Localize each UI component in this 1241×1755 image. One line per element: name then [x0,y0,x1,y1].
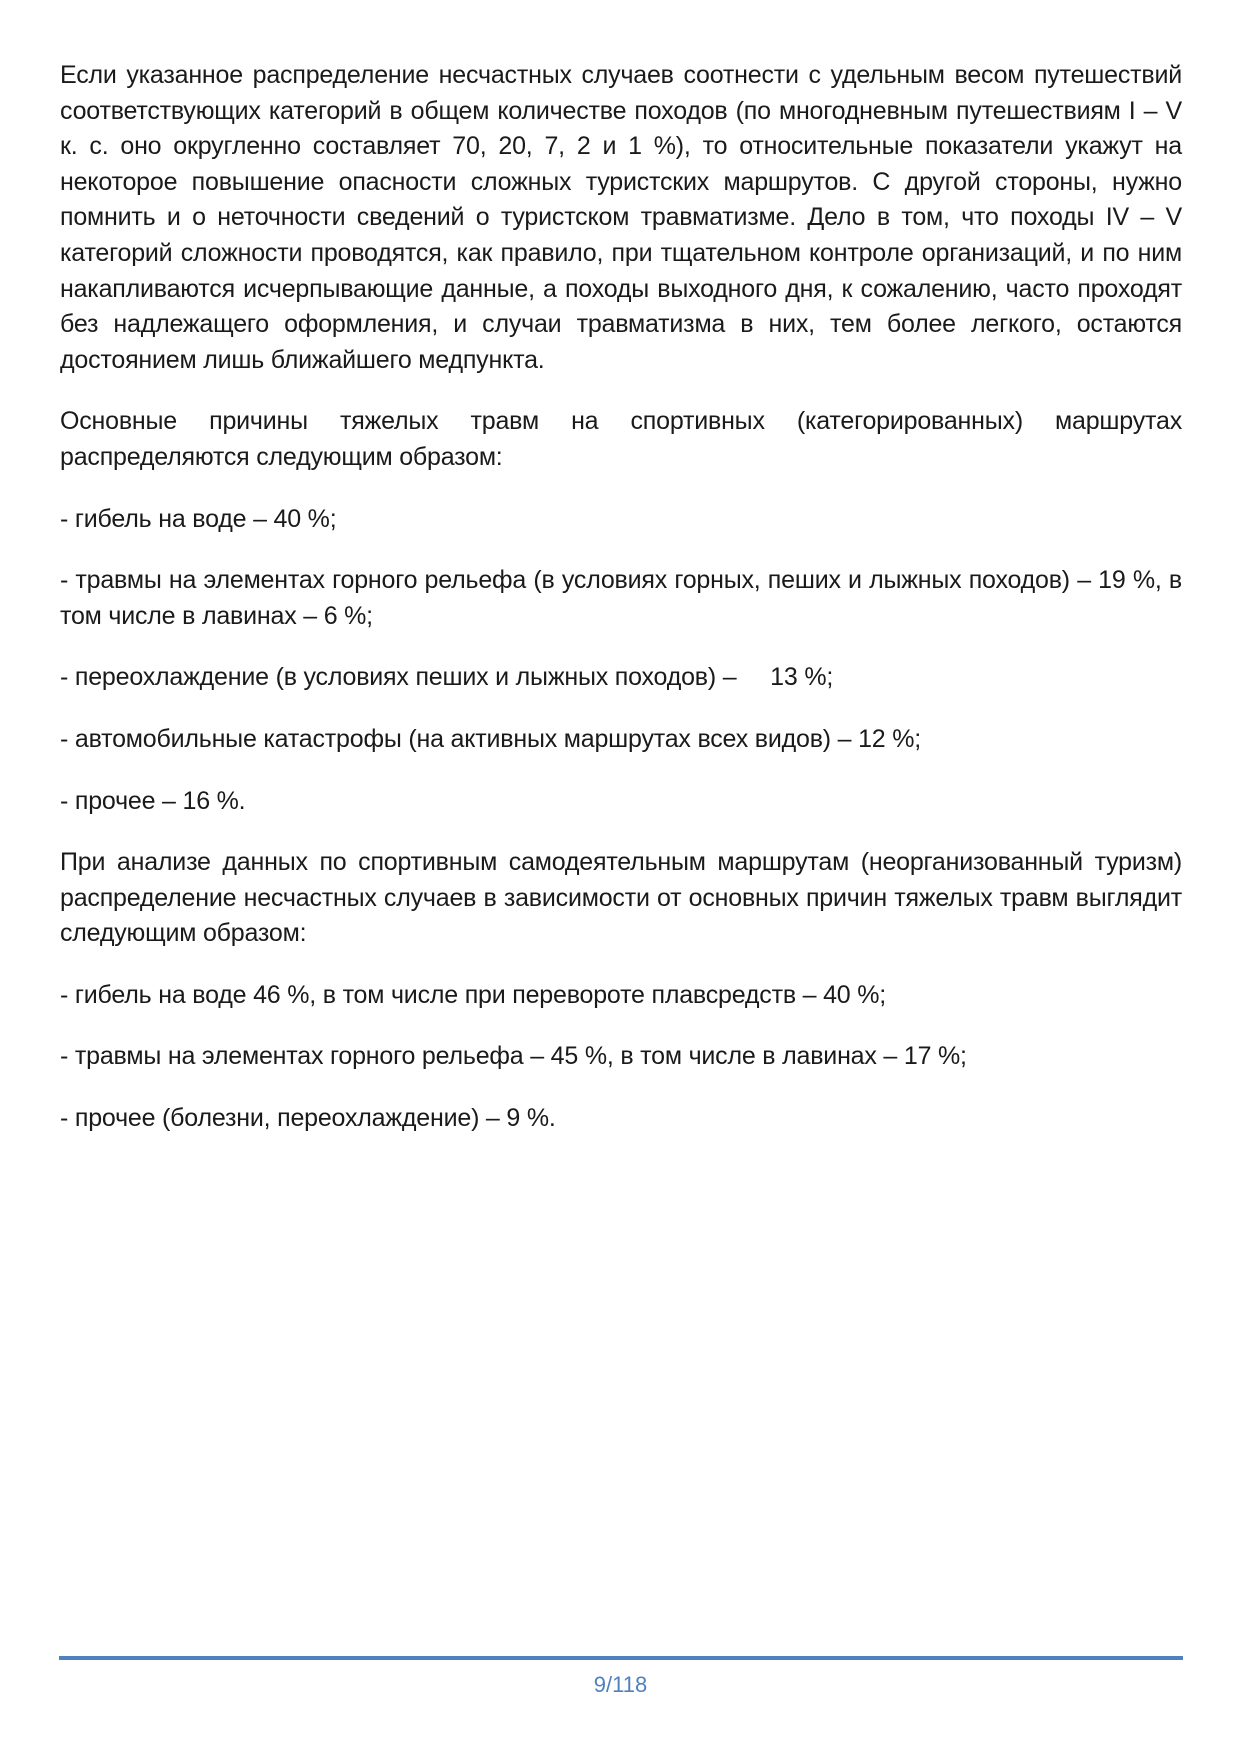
document-body [60,58,1182,1163]
list-item: - травмы на элементах горного рельефа (в условиях горных, пеших и лыжных походов) – 19 %, в том числе в лавинах – 6 %; [60,566,1182,630]
paragraph-causes-unorganized: При анализе данных по спортивным самодеятельным маршрутам (неорганизованный туризм) распределение несчастных случаев в зависимости от основных причин тяжелых травм выглядит следующим образом: [60,848,1182,948]
list-item: - гибель на воде 46 %, в том числе при перевороте плавсредств – 40 %; [60,980,887,1009]
causes-list-categorized [60,502,1182,820]
list-item: - автомобильные катастрофы (на активных маршрутах всех видов) – 12 %; [60,724,922,753]
list-item: - переохлаждение (в условиях пеших и лыжных походов) – 13 %; [60,663,834,692]
paragraph-causes-categorized: Основные причины тяжелых травм на спортивных (категорированных) маршрутах распределяются следующим образом: [60,407,1182,471]
list-item: - гибель на воде – 40 %; [60,504,337,533]
paragraph-intro: Если указанное распределение несчастных случаев соотнести с удельным весом путешествий соответствующих категорий в общем количестве походов (по многодневным путешествиям I – V к. с. оно округленно составляет 70, 20, 7, 2 и 1 %), то относительные показатели укажут на некоторое повышение опасности сложных туристских маршрутов. С другой стороны, нужно помнить и о неточности сведений о туристском травматизме. Дело в том, что походы IV – V категорий сложности проводятся, как правило, при тщательном контроле организаций, и по ним накапливаются исчерпывающие данные, а походы выходного дня, к сожалению, часто проходят без надлежащего оформления, и случаи травматизма в них, тем более легкого, остаются достоянием лишь ближайшего медпункта. [60,61,1182,374]
list-item: - прочее – 16 %. [60,786,246,815]
page-number: 9/118 [593,1672,648,1697]
list-item: - прочее (болезни, переохлаждение) – 9 %. [60,1104,556,1133]
causes-list-unorganized [60,978,1182,1137]
list-item: - травмы на элементах горного рельефа – 45 %, в том числе в лавинах – 17 %; [60,1042,967,1071]
footer-divider [59,1656,1183,1660]
